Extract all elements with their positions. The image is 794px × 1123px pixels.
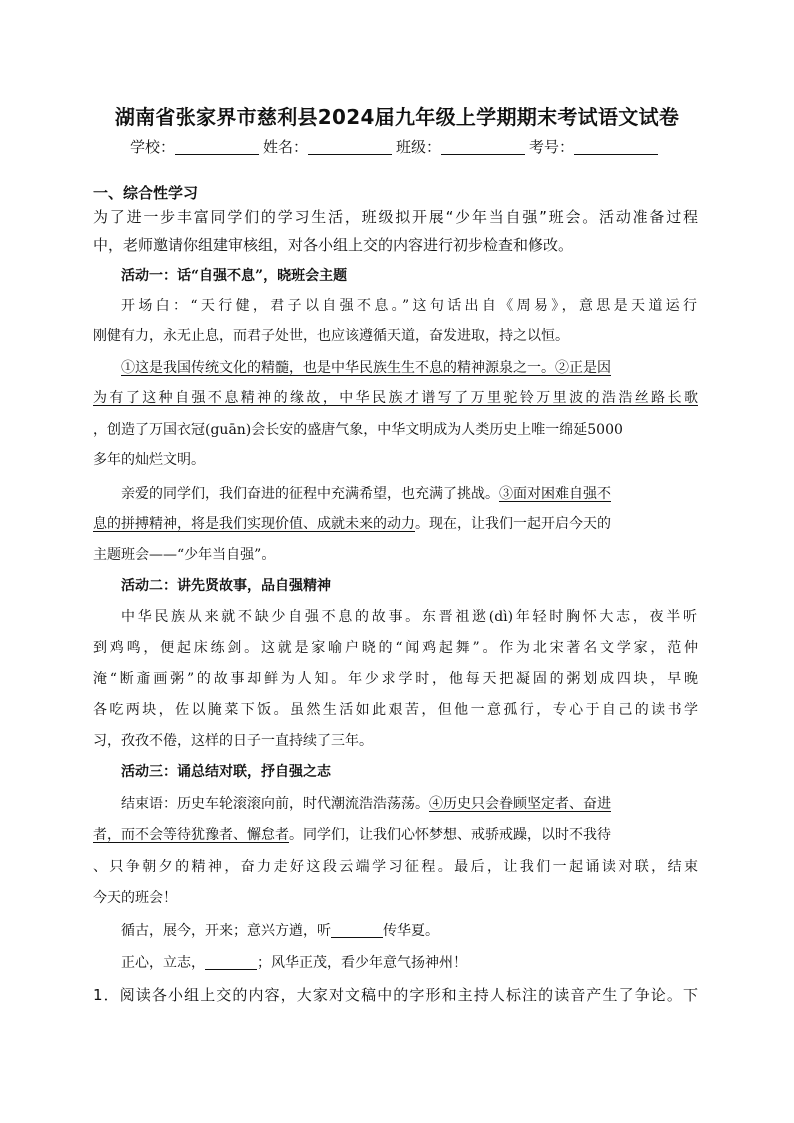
couplet-2-end: ；风华正茂，看少年意气扬神州！ bbox=[257, 955, 467, 971]
act1-para2-line-4: 多年的灿烂文明。 bbox=[93, 452, 205, 468]
act1-para3-line-2 bbox=[93, 514, 611, 534]
act1-opening-line-2: 刚健有力，永无止息，而君子处世，也应该遵循天道，奋发进取，持之以恒。 bbox=[93, 328, 569, 344]
act1-para3-line-1 bbox=[121, 484, 611, 504]
name-label: 姓名： bbox=[263, 138, 309, 156]
couplet-line-2 bbox=[121, 953, 467, 973]
couplet-1-end: 传华夏。 bbox=[383, 923, 439, 939]
act2-line-5: 习，孜孜不倦，这样的日子一直持续了三年。 bbox=[93, 733, 373, 749]
act1-para2-line-1 bbox=[121, 358, 697, 378]
sentence-2-start: 。②正是因 bbox=[541, 360, 611, 376]
couplet-blank-1[interactable] bbox=[331, 923, 383, 938]
sentence-3-continued: 息的拼搏精神，将是我们实现价值、成就未来的动力 bbox=[93, 516, 415, 532]
act1-para3-text: 亲爱的同学们，我们奋进的征程中充满希望，也充满了挑战。 bbox=[121, 486, 499, 502]
act3-line-3: 、只争朝夕的精神，奋力走好这段云端学习征程。最后，让我们一起诵读对联，结束 bbox=[93, 859, 698, 875]
act2-line-3: 淹“断齑画粥”的故事却鲜为人知。年少求学时，他每天把凝固的粥划成四块，早晚 bbox=[93, 671, 698, 687]
act1-opening-line-1: 开场白：“天行健，君子以自强不息。”这句话出自《周易》，意思是天道运行 bbox=[121, 298, 697, 314]
school-blank[interactable] bbox=[175, 140, 259, 155]
couplet-1-start: 循古，展今，开来；意兴方遒，听 bbox=[121, 923, 331, 939]
act3-line-2 bbox=[93, 825, 611, 845]
act1-para3-text-2: 。现在，让我们一起开启今天的 bbox=[415, 516, 611, 532]
class-label: 班级： bbox=[396, 138, 442, 156]
sentence-1-underlined: ①这是我国传统文化的精髓，也是中华民族生生不息的精神源泉之一 bbox=[121, 360, 541, 376]
number-label: 考号： bbox=[529, 138, 575, 156]
class-blank[interactable] bbox=[441, 140, 525, 155]
act1-para2-line-3: ，创造了万国衣冠(guān)会长安的盛唐气象，中华文明成为人类历史上唯一绵延5000 bbox=[93, 422, 623, 438]
school-label: 学校： bbox=[130, 138, 176, 156]
activity-1-title: 活动一：话“自强不息”，晓班会主题 bbox=[121, 268, 348, 284]
activity-3-title: 活动三：诵总结对联，抒自强之志 bbox=[121, 764, 331, 780]
closing-text-2: 。同学们，让我们心怀梦想、戒骄戒躁，以时不我待 bbox=[289, 827, 611, 843]
sentence-4-continued: 者，而不会等待犹豫者、懈怠者 bbox=[93, 827, 289, 843]
couplet-2-start: 正心，立志， bbox=[121, 955, 205, 971]
activity-2-title: 活动二：讲先贤故事，品自强精神 bbox=[121, 578, 331, 594]
act1-para2-line-2: 为有了这种自强不息精神的缘故，中华民族才谱写了万里驼铃万里波的浩浩丝路长歌 bbox=[93, 390, 698, 406]
sentence-3-underlined: ③面对困难自强不 bbox=[499, 486, 611, 502]
exam-title: 湖南省张家界市慈利县2024届九年级上学期期末考试语文试卷 bbox=[114, 105, 680, 129]
couplet-blank-2[interactable] bbox=[205, 955, 257, 970]
intro-line-2: 中，老师邀请你组建审核组，对各小组上交的内容进行初步检查和修改。 bbox=[93, 236, 574, 254]
student-info-row bbox=[130, 136, 690, 157]
closing-text: 结束语：历史车轮滚滚向前，时代潮流浩浩荡荡。 bbox=[121, 796, 429, 812]
act2-line-4: 各吃两块，佐以腌菜下饭。虽然生活如此艰苦，但他一意孤行，专心于自己的读书学 bbox=[93, 702, 698, 718]
question-1: 1．阅读各小组上交的内容，大家对文稿中的字形和主持人标注的读音产生了争论。下 bbox=[93, 986, 698, 1004]
number-blank[interactable] bbox=[574, 140, 658, 155]
act3-line-4: 今天的班会！ bbox=[93, 890, 177, 906]
act2-line-1: 中华民族从来就不缺少自强不息的故事。东晋祖逖(dì)年轻时胸怀大志，夜半听 bbox=[121, 609, 697, 625]
couplet-line-1 bbox=[121, 921, 439, 941]
sentence-4-underlined: ④历史只会眷顾坚定者、奋进 bbox=[429, 796, 611, 812]
intro-line-1: 为了进一步丰富同学们的学习生活，班级拟开展“少年当自强”班会。活动准备过程 bbox=[93, 208, 698, 226]
act1-para3-line-3: 主题班会——“少年当自强”。 bbox=[93, 547, 276, 563]
act2-line-2: 到鸡鸣，便起床练剑。这就是家喻户晓的“闻鸡起舞”。作为北宋著名文学家，范仲 bbox=[93, 640, 698, 656]
act3-line-1 bbox=[121, 794, 611, 814]
section-heading: 一、综合性学习 bbox=[93, 184, 199, 202]
name-blank[interactable] bbox=[308, 140, 392, 155]
